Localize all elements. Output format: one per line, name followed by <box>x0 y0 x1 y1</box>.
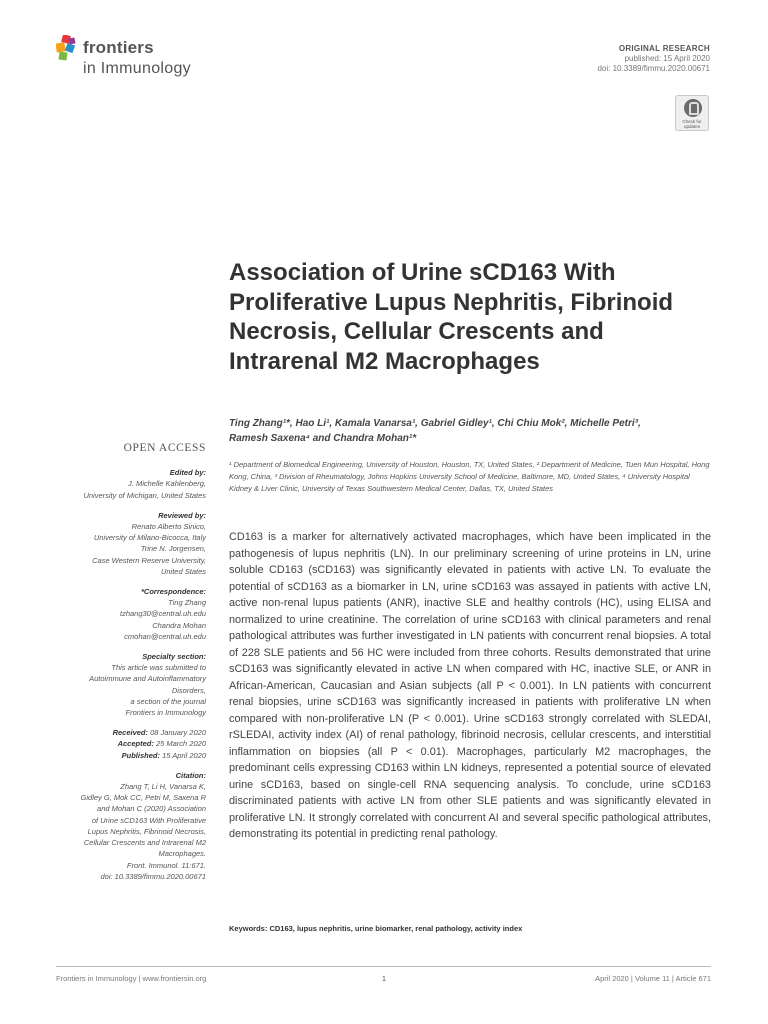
citation-line: and Mohan C (2020) Association <box>97 804 206 814</box>
specialty-line: a section of the journal <box>130 696 206 706</box>
citation-line: Zhang T, Li H, Vanarsa K, <box>120 782 206 792</box>
citation-line: Lupus Nephritis, Fibrinoid Necrosis, <box>87 826 206 836</box>
keywords-label: Keywords: <box>229 924 268 933</box>
frontiers-logo-icon <box>56 35 80 61</box>
bookmark-icon <box>684 99 702 117</box>
specialty-heading: Specialty section: <box>142 652 206 662</box>
edited-by-heading: Edited by: <box>169 468 206 478</box>
correspondence-heading: *Correspondence: <box>140 587 206 597</box>
article-title: Association of Urine sCD163 With Proliferative Lupus Nephritis, Fibrinoid Necrosis, Cellular Crescents and Intrarenal M2 Macrophages <box>229 259 674 375</box>
journal-logo[interactable] <box>56 33 226 81</box>
correspondence-line: Ting Zhang <box>168 598 206 608</box>
authors-line[interactable]: Ting Zhang¹*, Hao Li¹, Kamala Vanarsa¹, Gabriel Gidley¹, Chi Chiu Mok², Michelle Petri³, <box>229 418 641 429</box>
correspondence-email[interactable]: tzhang30@central.uh.edu <box>119 609 206 619</box>
footer-divider <box>56 966 711 967</box>
check-for-updates-button[interactable] <box>675 95 709 131</box>
published-date: published: 15 April 2020 <box>624 54 710 63</box>
correspondence-email[interactable]: cmohan@central.uh.edu <box>124 631 206 641</box>
citation-line: of Urine sCD163 With Proliferative <box>91 815 206 825</box>
authors-line[interactable]: Ramesh Saxena⁴ and Chandra Mohan¹* <box>229 432 417 444</box>
reviewer-line: Case Western Reserve University, <box>92 555 206 565</box>
published-value: 15 April 2020 <box>162 750 206 760</box>
open-access-label: OPEN ACCESS <box>123 442 206 454</box>
article-meta-header <box>597 44 710 74</box>
keywords-list: CD163, lupus nephritis, urine biomarker, renal pathology, activity index <box>269 924 523 933</box>
accepted-value: 25 March 2020 <box>155 739 206 749</box>
reviewer-line[interactable]: Trine N. Jorgensen, <box>140 544 206 554</box>
published-label: Published: <box>121 750 160 760</box>
citation-line: Front. Immunol. 11:671. <box>126 860 206 870</box>
author-list <box>229 417 711 446</box>
reviewer-line[interactable]: Renato Alberto Sinico, <box>131 522 206 532</box>
reviewed-by-heading: Reviewed by: <box>158 510 206 520</box>
citation-line: Gidley G, Mok CC, Petri M, Saxena R <box>80 793 206 803</box>
specialty-line: Autoimmune and Autoinflammatory <box>89 674 206 684</box>
keywords <box>229 924 711 933</box>
editor-line: University of Michigan, United States <box>83 490 206 500</box>
page-number: 1 <box>381 974 387 983</box>
specialty-line: This article was submitted to <box>111 663 206 673</box>
accepted-date <box>56 738 206 749</box>
logo-text-journal: in Immunology <box>83 60 191 77</box>
citation-heading: Citation: <box>175 770 206 780</box>
accepted-label: Accepted: <box>117 739 154 749</box>
received-label: Received: <box>112 728 149 738</box>
reviewer-line: United States <box>160 566 206 576</box>
abstract: CD163 is a marker for alternatively activated macrophages, which have been implicated in the pathogenesis of lupus nephritis (LN). In our preliminary screening of urine proteins in LN, urine soluble CD163 (sCD163) was significantly elevated in patients with active LN. To evaluate the potential of sCD163 as a biomarker in LN, urine sCD163 was assayed in patients with active LN, active non-renal lupus patients (ANR), inactive SLE and healthy controls (HC), using ELISA and normalized to urine creatinine. The correlation of urine sCD163 with clinical parameters and renal pathological attributes was further investigated in LN patients with concurrent renal biopsies. A total of 228 SLE patients and 56 HC were included from three cohorts. Results demonstrated that urine sCD163 was significantly elevated in active LN when compared with HC, inactive SLE, or ANR in African-American, Caucasian and Asian subjects (all P < 0.001). In LN patients with concurrent renal biopsies, urine sCD163 was significantly increased in patients with proliferative LN when compared with non-proliferative LN (P < 0.001). Urine sCD163 strongly correlated with SLEDAI, rSLEDAI, activity index (AI) of renal pathology, fibrinoid necrosis, cellular crescents, and interstitial inflammation on biopsies (all P < 0.01). Macrophages, particularly M2 macrophages, the predominant cells expressing CD163 within LN kidneys, represented a potential source of elevated urine sCD163, based on single-cell RNA sequencing analysis. To conclude, urine sCD163 discriminated patients with active LN from other SLE patients and was significantly elevated in proliferative LN. It strongly correlated with concurrent AI and several specific pathological attributes, demonstrating its potential in predicting renal pathology. <box>229 531 711 840</box>
reviewer-line: University of Milano-Bicocca, Italy <box>93 533 206 543</box>
affiliations: ¹ Department of Biomedical Engineering, University of Houston, Houston, TX, United States, ² Department of Medicine, Tuen Mun Hospital, Hong Kong, China, ³ Division of Rheumatology, Johns Hopkins University School of Medicine, Baltimore, MD, United States, ⁴ University Hospital Kidney & Liver Clinic, University of Texas Southwestern Medical Center, Dallas, TX, United States <box>229 460 710 494</box>
specialty-line: Frontiers in Immunology <box>125 708 206 718</box>
citation-line: Cellular Crescents and Intrarenal M2 <box>83 838 206 848</box>
footer-issue-info: April 2020 | Volume 11 | Article 671 <box>595 974 711 983</box>
correspondence-line: Chandra Mohan <box>152 620 206 630</box>
specialty-line: Disorders, <box>171 685 206 695</box>
article-type: ORIGINAL RESEARCH <box>618 44 710 53</box>
received-date <box>56 727 206 738</box>
doi-link[interactable]: doi: 10.3389/fimmu.2020.00671 <box>597 64 710 73</box>
editor-line[interactable]: J. Michelle Kahlenberg, <box>128 479 206 489</box>
article-info-sidebar <box>56 443 206 882</box>
logo-text-frontiers: frontiers <box>83 38 154 57</box>
footer-journal-link[interactable]: Frontiers in Immunology | www.frontiersin.org <box>56 974 207 983</box>
published-date-sidebar <box>56 750 206 761</box>
check-for-updates-label: Check for updates <box>682 119 702 129</box>
received-value: 08 January 2020 <box>150 728 206 738</box>
citation-line: Macrophages. <box>158 849 206 859</box>
citation-doi[interactable]: doi: 10.3389/fimmu.2020.00671 <box>100 871 206 881</box>
